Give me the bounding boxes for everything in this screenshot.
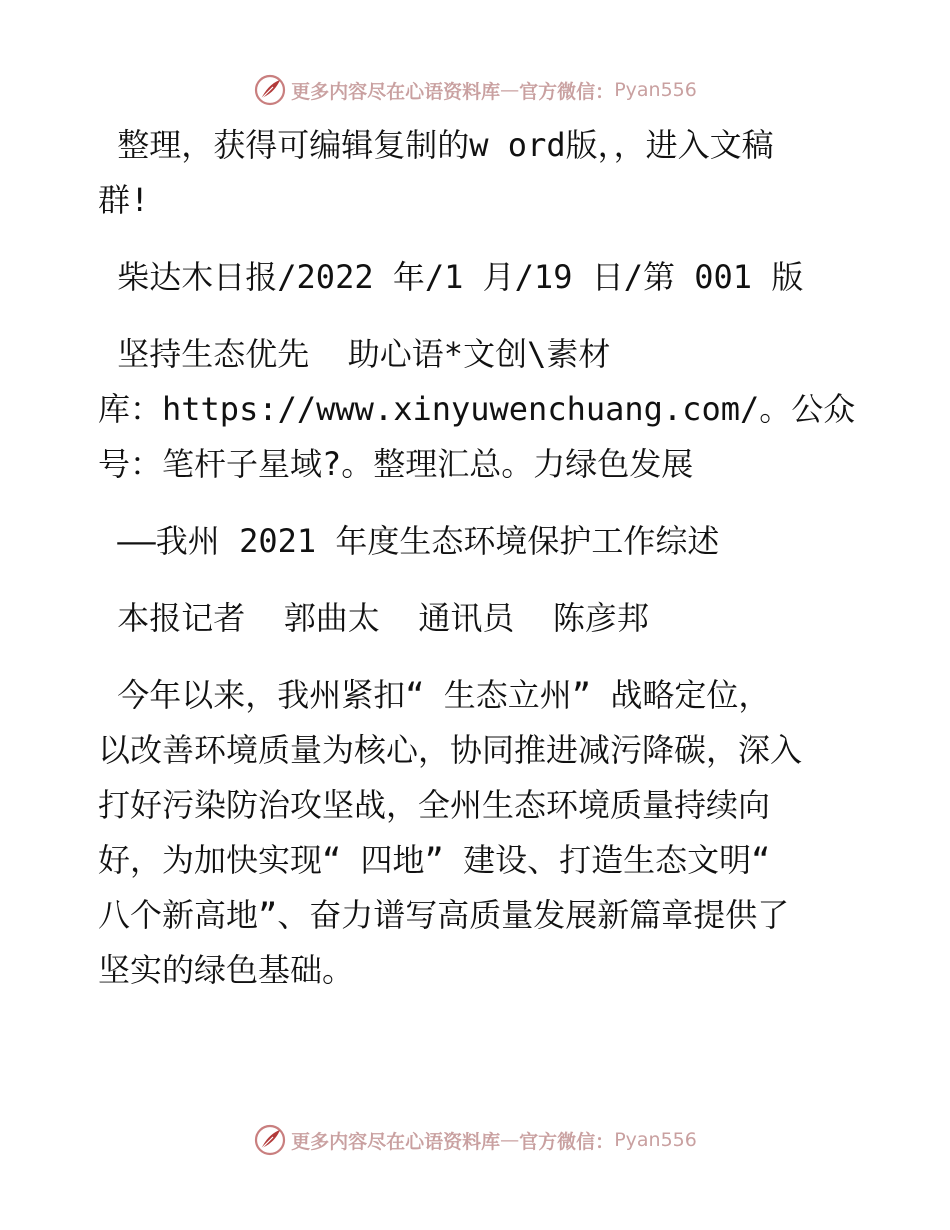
footer-watermark-banner — [0, 1120, 950, 1160]
watermark-wechat-id: Pyan556 — [614, 79, 697, 101]
body-line-4: 好，为加快实现“ 四地” 建设、打造生态文明“ — [98, 841, 771, 879]
dateline: 柴达木日报/2022 年/1 月/19 日/第 001 版 — [98, 258, 804, 296]
intro-line-1: 整理，获得可编辑复制的w ord版，，进入文稿 — [98, 126, 774, 164]
body-line-2: 以改善环境质量为核心，协同推进减污降碳，深入 — [98, 731, 803, 769]
feather-pen-logo-icon — [253, 1123, 287, 1157]
subtitle: ——我州 2021 年度生态环境保护工作综述 — [98, 522, 720, 560]
headline-line-1: 坚持生态优先 助心语*文创\素材 — [98, 335, 611, 373]
watermark-text: 更多内容尽在心语资料库 — [291, 1130, 501, 1153]
body-line-1: 今年以来，我州紧扣“ 生态立州” 战略定位， — [98, 676, 771, 714]
watermark-wechat-label: 官方微信： — [519, 80, 615, 103]
byline: 本报记者 郭曲太 通讯员 陈彦邦 — [98, 599, 649, 637]
watermark-dash: — — [500, 79, 520, 101]
body-line-6: 坚实的绿色基础。 — [98, 951, 355, 989]
watermark-wechat-label: 官方微信： — [519, 1130, 615, 1153]
feather-pen-logo-icon — [253, 73, 287, 107]
watermark-dash: — — [500, 1129, 520, 1151]
watermark-text: 更多内容尽在心语资料库 — [291, 80, 501, 103]
intro-line-2: 群! — [98, 181, 150, 219]
body-line-3: 打好污染防治攻坚战，全州生态环境质量持续向 — [98, 786, 771, 824]
headline-line-2: 库：https://www.xinyuwenchuang.com/。公众 — [98, 390, 856, 428]
watermark-wechat-id: Pyan556 — [614, 1129, 697, 1151]
document-body — [98, 118, 858, 998]
headline-line-3: 号：笔杆子星域?。整理汇总。力绿色发展 — [98, 445, 694, 483]
body-line-5: 八个新高地”、奋力谱写高质量发展新篇章提供了 — [98, 896, 790, 934]
header-watermark-banner — [0, 70, 950, 110]
